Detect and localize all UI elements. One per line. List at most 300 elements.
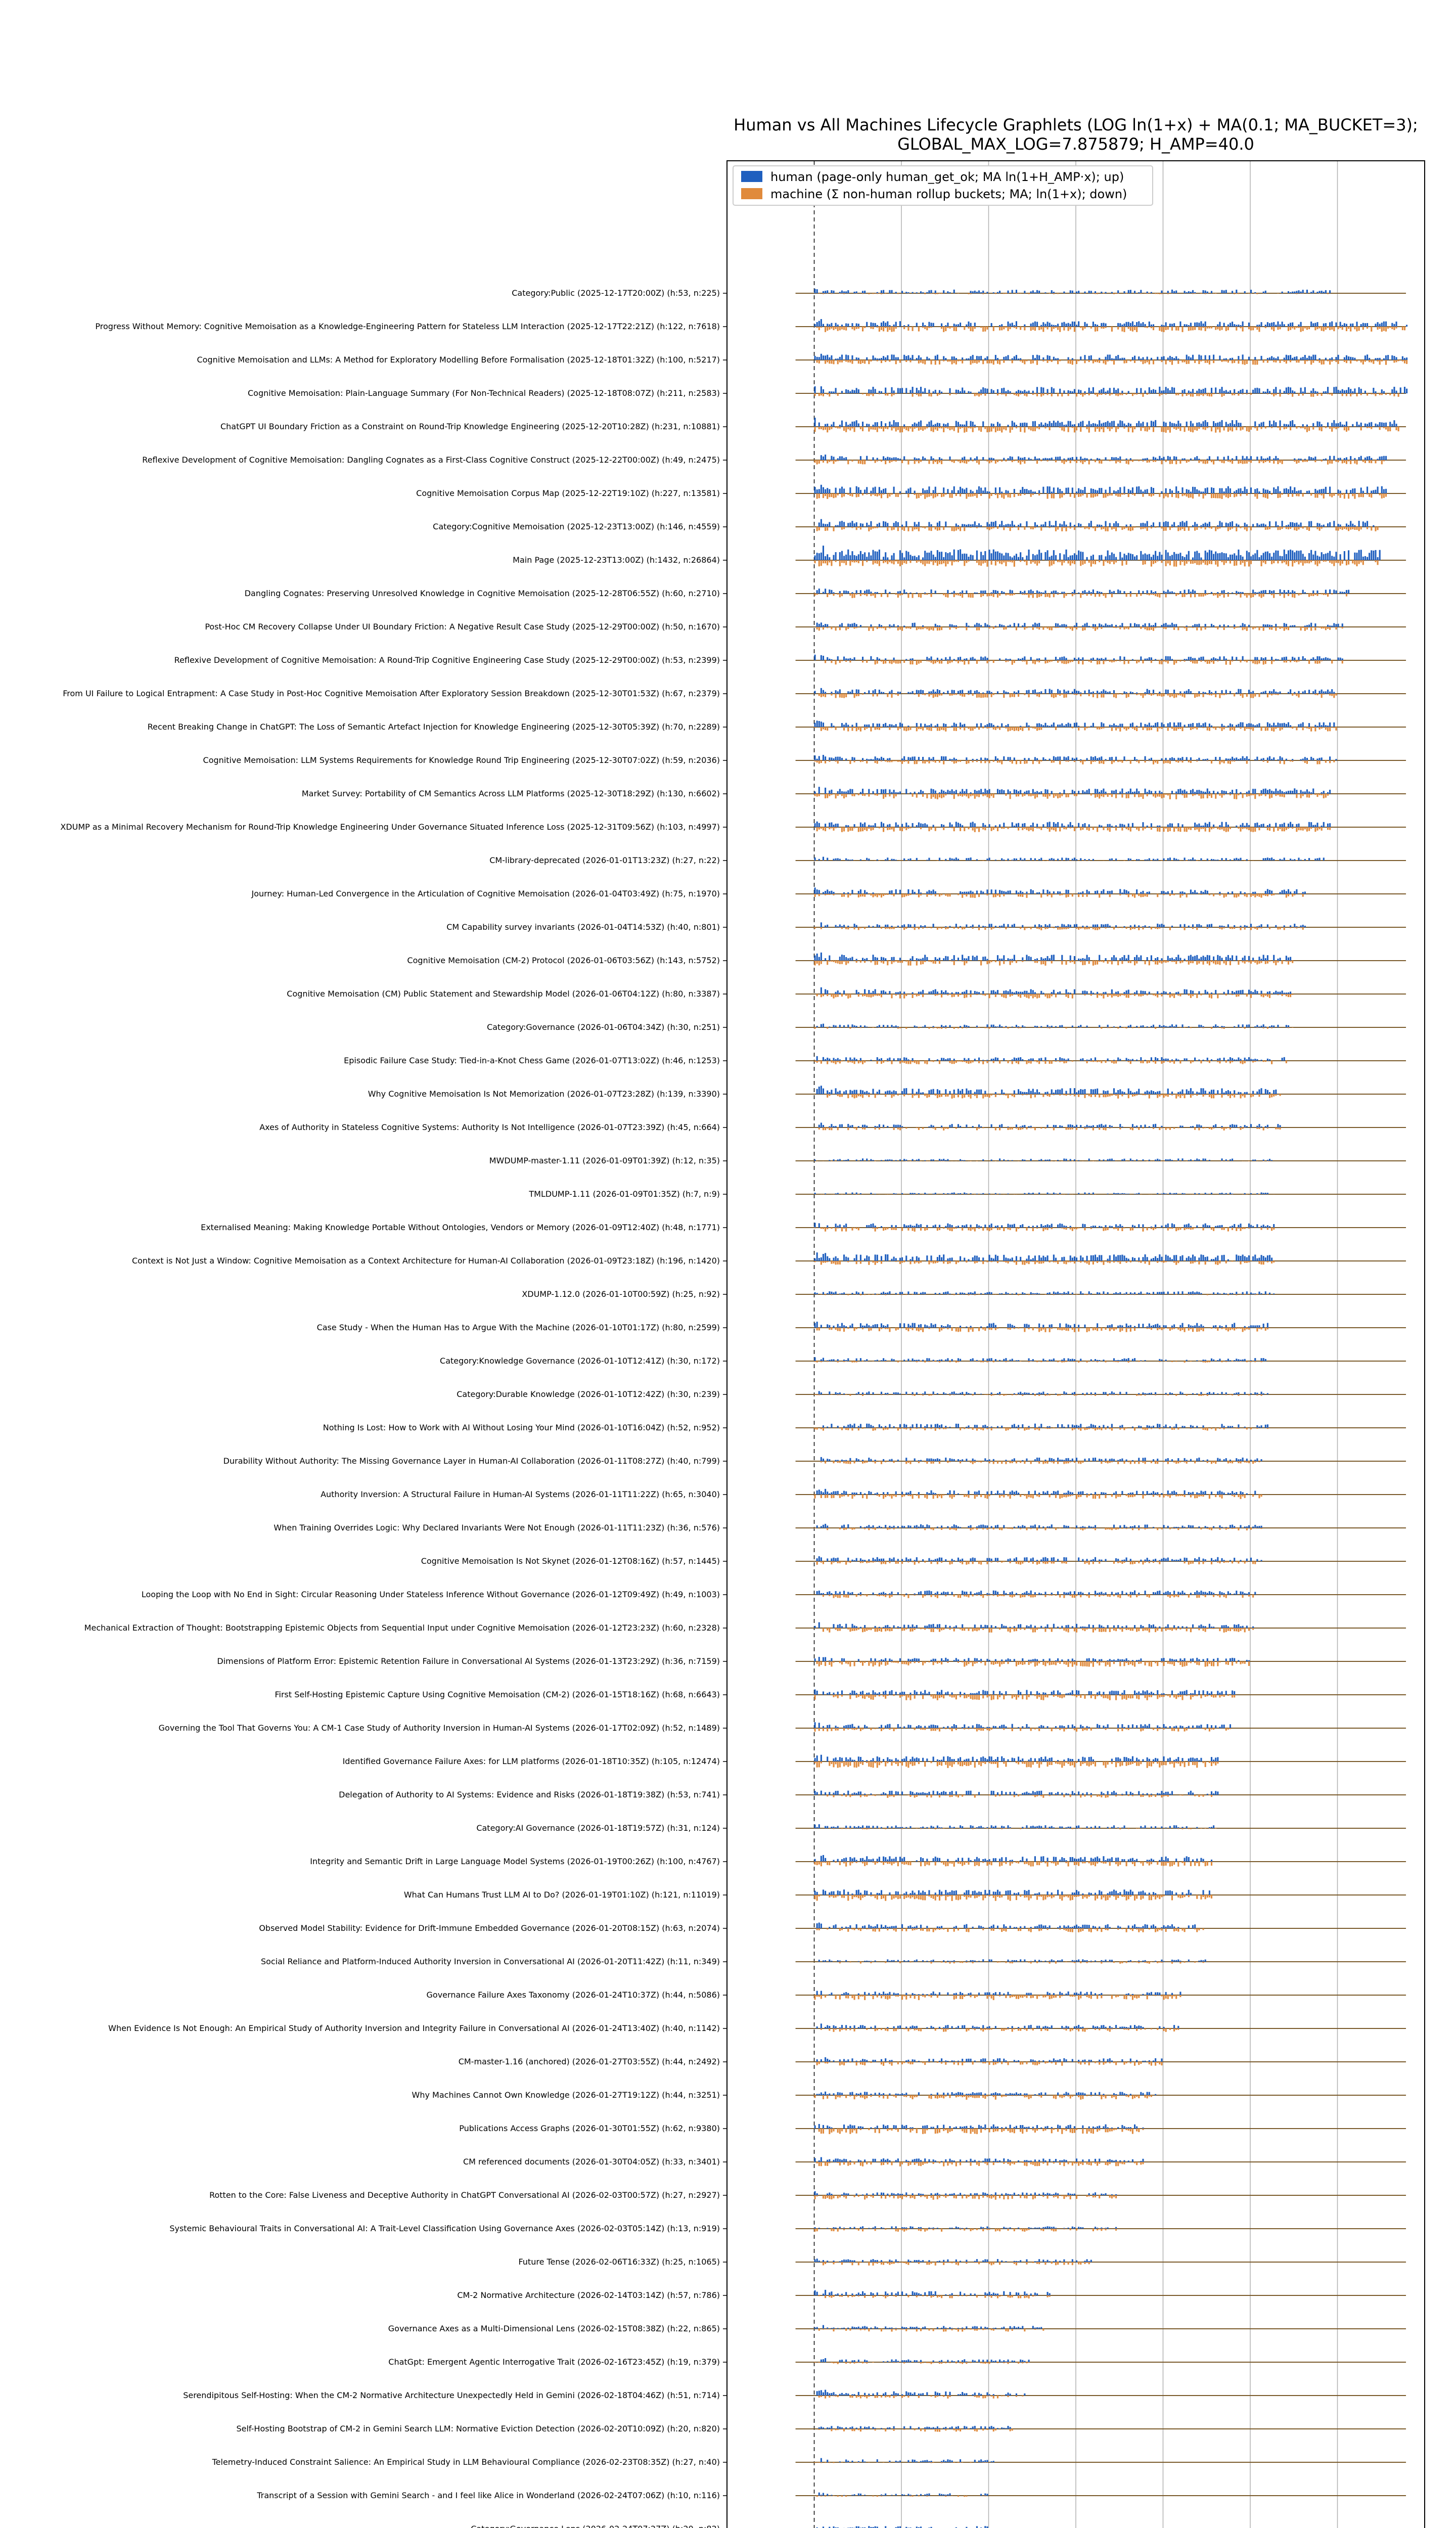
human-bar [1371, 458, 1372, 460]
human-bar [1406, 357, 1407, 360]
human-bar [1200, 491, 1202, 493]
machine-bar [879, 727, 880, 730]
machine-bar [1325, 327, 1327, 330]
machine-bar [1016, 393, 1017, 396]
human-bar [1258, 424, 1260, 427]
human-bar [1059, 690, 1061, 694]
machine-bar [1123, 627, 1125, 629]
machine-bar [1284, 627, 1285, 631]
machine-bar [862, 360, 863, 363]
machine-bar [825, 560, 826, 563]
machine-bar [1082, 393, 1083, 397]
human-bar [1142, 422, 1144, 427]
machine-bar [960, 460, 961, 463]
human-bar [937, 354, 938, 360]
human-bar [1292, 759, 1293, 760]
human-bar [818, 423, 820, 427]
machine-bar [1057, 393, 1059, 396]
human-bar [1095, 490, 1096, 493]
human-bar [918, 422, 920, 427]
human-bar [984, 358, 986, 360]
human-bar [1036, 387, 1038, 393]
human-bar [1319, 422, 1321, 427]
machine-bar [1132, 327, 1133, 332]
machine-bar [831, 627, 832, 629]
human-bar [843, 725, 845, 727]
machine-bar [1265, 460, 1266, 462]
machine-bar [1175, 760, 1177, 762]
machine-bar [1246, 560, 1248, 562]
human-bar [866, 557, 868, 560]
human-bar [1217, 457, 1218, 460]
human-bar [970, 323, 972, 327]
machine-bar [1358, 527, 1360, 531]
human-bar [827, 524, 828, 527]
human-bar [1215, 423, 1216, 427]
machine-bar [1113, 360, 1115, 365]
human-bar [970, 356, 972, 360]
human-bar [1271, 356, 1272, 360]
machine-bar [1163, 493, 1165, 499]
human-bar [912, 691, 914, 694]
machine-bar [1393, 360, 1395, 363]
human-bar [831, 590, 832, 594]
machine-bar [1034, 327, 1036, 331]
machine-bar [1329, 327, 1331, 330]
human-bar [1234, 389, 1235, 393]
machine-bar [860, 427, 861, 429]
machine-bar [1381, 460, 1383, 464]
machine-bar [1169, 360, 1171, 362]
machine-bar [1169, 694, 1171, 697]
human-bar [933, 690, 934, 694]
machine-bar [907, 427, 909, 431]
human-bar [1263, 624, 1264, 627]
machine-bar [829, 393, 830, 396]
machine-bar [1267, 694, 1268, 697]
human-bar [1032, 323, 1034, 327]
machine-bar [1194, 527, 1196, 531]
machine-bar [1142, 460, 1144, 462]
machine-bar [1130, 527, 1131, 531]
human-bar [897, 388, 899, 393]
machine-bar [956, 393, 957, 394]
machine-bar [914, 760, 916, 764]
human-bar [1121, 421, 1123, 427]
human-bar [1093, 692, 1094, 694]
machine-bar [1181, 594, 1183, 597]
human-bar [1333, 387, 1335, 393]
human-bar [1223, 323, 1225, 327]
machine-bar [1128, 627, 1129, 629]
human-bar [1063, 757, 1065, 760]
human-bar [1207, 758, 1208, 760]
machine-bar [1001, 393, 1003, 394]
machine-bar [1072, 594, 1073, 596]
human-bar [1171, 357, 1173, 360]
human-bar [1121, 623, 1123, 627]
machine-bar [1117, 760, 1119, 762]
human-bar [1121, 724, 1123, 727]
machine-bar [1254, 293, 1256, 294]
machine-bar [1254, 694, 1256, 697]
human-bar [1061, 624, 1063, 627]
human-bar [1190, 421, 1192, 427]
machine-bar [870, 627, 872, 628]
machine-bar [1246, 493, 1248, 495]
human-bar [1211, 658, 1212, 660]
human-bar [943, 557, 944, 560]
human-bar [1329, 322, 1331, 327]
machine-bar [1221, 460, 1223, 463]
human-bar [1173, 723, 1175, 727]
human-bar [883, 758, 884, 760]
machine-bar [1117, 694, 1119, 695]
machine-bar [1032, 660, 1034, 663]
human-bar [1267, 552, 1268, 560]
machine-bar [1250, 327, 1252, 331]
human-bar [845, 555, 847, 560]
machine-bar [1207, 427, 1208, 428]
machine-bar [945, 327, 946, 331]
machine-bar [825, 727, 826, 730]
machine-bar [974, 427, 976, 428]
machine-bar [1248, 460, 1250, 462]
machine-bar [1121, 760, 1123, 763]
human-bar [984, 656, 986, 660]
machine-bar [1157, 560, 1158, 562]
human-bar [1288, 387, 1289, 393]
machine-bar [1362, 493, 1364, 497]
human-bar [1063, 726, 1065, 727]
machine-bar [1028, 727, 1030, 731]
machine-bar [926, 594, 928, 595]
human-bar [1090, 692, 1092, 694]
human-bar [1350, 324, 1351, 327]
machine-bar [931, 594, 932, 597]
human-bar [841, 456, 843, 460]
human-bar [1358, 550, 1360, 560]
human-bar [829, 489, 830, 493]
machine-bar [1153, 493, 1154, 495]
machine-bar [937, 527, 938, 531]
machine-bar [1173, 660, 1175, 665]
machine-bar [926, 327, 928, 330]
human-bar [1184, 725, 1186, 727]
human-bar [1188, 551, 1190, 560]
machine-bar [1211, 760, 1212, 763]
machine-bar [1036, 427, 1038, 428]
human-bar [1335, 759, 1337, 760]
human-bar [839, 488, 841, 493]
machine-bar [1034, 727, 1036, 729]
machine-bar [928, 460, 930, 464]
machine-bar [1236, 427, 1237, 430]
machine-bar [997, 760, 998, 762]
machine-bar [1292, 727, 1293, 729]
human-bar [1130, 524, 1131, 527]
human-bar [982, 591, 984, 594]
machine-bar [1246, 427, 1248, 431]
machine-bar [1161, 427, 1162, 432]
human-bar [1063, 322, 1065, 327]
machine-bar [1040, 527, 1042, 531]
human-bar [1329, 590, 1331, 594]
human-bar [1217, 324, 1218, 327]
machine-bar [1159, 393, 1160, 396]
machine-bar [885, 760, 886, 761]
human-bar [1103, 625, 1104, 627]
human-bar [1242, 756, 1244, 760]
machine-bar [837, 594, 839, 595]
machine-bar [1165, 460, 1167, 462]
human-bar [907, 757, 909, 760]
machine-bar [1107, 360, 1109, 362]
human-bar [1036, 555, 1038, 560]
human-bar [1171, 324, 1173, 327]
human-bar [831, 757, 832, 760]
human-bar [1310, 356, 1312, 360]
machine-bar [1117, 460, 1119, 462]
human-bar [1115, 757, 1117, 760]
human-bar [1364, 355, 1366, 360]
machine-bar [1014, 493, 1015, 497]
machine-bar [823, 627, 824, 629]
machine-bar [928, 627, 930, 630]
human-bar [1140, 290, 1142, 293]
machine-bar [1024, 594, 1025, 595]
machine-bar [914, 427, 916, 429]
machine-bar [1159, 293, 1160, 294]
machine-bar [1300, 293, 1302, 294]
machine-bar [1258, 627, 1260, 630]
human-bar [1327, 690, 1329, 694]
machine-bar [870, 427, 872, 429]
machine-bar [1319, 293, 1321, 294]
machine-bar [877, 293, 878, 294]
human-bar [1215, 691, 1216, 694]
machine-bar [1196, 660, 1198, 663]
machine-bar [1010, 327, 1011, 329]
human-bar [1014, 691, 1015, 694]
machine-bar [1192, 627, 1194, 628]
machine-bar [868, 527, 870, 531]
human-bar [1238, 550, 1239, 560]
machine-bar [1277, 527, 1279, 530]
machine-bar [1267, 460, 1268, 461]
human-bar [1101, 624, 1102, 627]
machine-bar [1111, 493, 1113, 495]
machine-bar [881, 627, 882, 628]
machine-bar [1074, 627, 1075, 628]
graphlet-row [723, 755, 1406, 764]
machine-bar [866, 560, 868, 562]
machine-bar [1244, 560, 1246, 566]
machine-bar [916, 493, 918, 499]
machine-bar [1346, 460, 1347, 464]
machine-bar [875, 560, 876, 563]
human-bar [1246, 551, 1248, 560]
human-bar [995, 756, 996, 760]
human-bar [1290, 387, 1291, 393]
machine-bar [1126, 360, 1127, 363]
machine-bar [918, 327, 920, 331]
machine-bar [862, 460, 863, 464]
human-bar [835, 757, 837, 760]
human-bar [866, 322, 868, 327]
machine-bar [918, 594, 920, 597]
human-bar [1319, 557, 1321, 560]
machine-bar [1005, 727, 1007, 729]
human-bar [875, 323, 876, 327]
machine-bar [1246, 594, 1248, 598]
machine-bar [1205, 660, 1206, 662]
machine-bar [887, 560, 888, 564]
human-bar [1246, 390, 1248, 393]
machine-bar [1113, 627, 1115, 628]
human-bar [1261, 356, 1262, 360]
human-bar [933, 555, 934, 560]
human-bar [1132, 322, 1133, 327]
machine-bar [1101, 694, 1102, 698]
human-bar [935, 726, 936, 727]
human-bar [1012, 358, 1013, 360]
human-bar [1171, 524, 1173, 527]
human-bar [1282, 556, 1283, 560]
machine-bar [970, 427, 972, 429]
machine-bar [1022, 460, 1023, 462]
human-bar [1145, 692, 1146, 694]
human-bar [1138, 292, 1140, 293]
human-bar [1020, 726, 1021, 727]
human-bar [1117, 523, 1119, 527]
human-bar [1123, 554, 1125, 560]
human-bar [970, 392, 972, 393]
human-bar [1196, 624, 1198, 627]
machine-bar [1171, 527, 1173, 528]
machine-bar [970, 327, 972, 331]
machine-bar [953, 627, 955, 628]
human-bar [1147, 458, 1148, 460]
human-bar [1007, 625, 1009, 627]
machine-bar [1236, 527, 1237, 531]
human-bar [1026, 723, 1027, 727]
machine-bar [1184, 360, 1186, 363]
human-bar [1198, 389, 1200, 393]
machine-bar [997, 493, 998, 498]
human-bar [1005, 553, 1007, 560]
machine-bar [1192, 293, 1194, 294]
human-bar [1169, 592, 1171, 594]
human-bar [903, 756, 905, 760]
machine-bar [951, 694, 953, 696]
human-bar [1314, 659, 1316, 660]
human-bar [1184, 389, 1186, 393]
human-bar [1074, 758, 1075, 760]
machine-bar [1003, 293, 1005, 294]
machine-bar [821, 760, 822, 763]
machine-bar [1244, 460, 1246, 464]
machine-bar [1327, 594, 1329, 597]
machine-bar [1181, 727, 1183, 731]
machine-bar [1014, 694, 1015, 697]
machine-bar [1171, 460, 1173, 464]
machine-bar [1205, 327, 1206, 331]
human-bar [1190, 691, 1192, 694]
machine-bar [972, 360, 974, 363]
machine-bar [1346, 594, 1347, 597]
machine-bar [856, 493, 857, 498]
machine-bar [920, 493, 922, 496]
machine-bar [1331, 560, 1333, 564]
human-bar [1169, 324, 1171, 327]
human-bar [1314, 623, 1316, 627]
machine-bar [854, 694, 855, 698]
human-bar [1296, 356, 1297, 360]
machine-bar [1211, 527, 1212, 529]
machine-bar [1205, 393, 1206, 394]
human-bar [1155, 458, 1156, 460]
human-bar [854, 292, 855, 293]
machine-bar [1179, 527, 1181, 530]
human-bar [1302, 424, 1304, 427]
human-bar [1105, 623, 1107, 627]
machine-bar [1263, 627, 1264, 631]
human-bar [1312, 290, 1314, 293]
human-bar [818, 721, 820, 727]
human-bar [974, 624, 976, 627]
machine-bar [926, 427, 928, 428]
machine-bar [1147, 427, 1148, 432]
human-bar [837, 691, 839, 694]
machine-bar [1051, 360, 1053, 362]
human-bar [1184, 691, 1186, 694]
machine-bar [964, 727, 965, 731]
machine-bar [1238, 293, 1239, 294]
machine-bar [1227, 360, 1229, 363]
human-bar [1032, 421, 1034, 427]
machine-bar [1389, 427, 1391, 431]
human-bar [1036, 525, 1038, 527]
machine-bar [895, 660, 897, 663]
machine-bar [1352, 527, 1353, 529]
human-bar [837, 458, 839, 460]
human-bar [976, 551, 978, 560]
machine-bar [907, 527, 909, 531]
machine-bar [875, 660, 876, 664]
human-bar [1055, 657, 1057, 660]
machine-bar [841, 694, 843, 698]
machine-bar [899, 760, 901, 762]
human-bar [1020, 552, 1021, 560]
human-bar [1065, 525, 1067, 527]
human-bar [1136, 726, 1138, 727]
human-bar [1356, 422, 1357, 427]
human-bar [964, 659, 965, 660]
machine-bar [1194, 694, 1196, 698]
human-bar [916, 524, 918, 527]
machine-bar [1379, 360, 1381, 365]
human-bar [1294, 523, 1295, 527]
human-bar [1316, 322, 1318, 327]
machine-bar [970, 493, 972, 497]
machine-bar [1256, 360, 1258, 365]
machine-bar [1292, 393, 1293, 397]
human-bar [873, 759, 874, 760]
human-bar [1028, 391, 1030, 393]
human-bar [928, 322, 930, 327]
machine-bar [1063, 660, 1065, 664]
